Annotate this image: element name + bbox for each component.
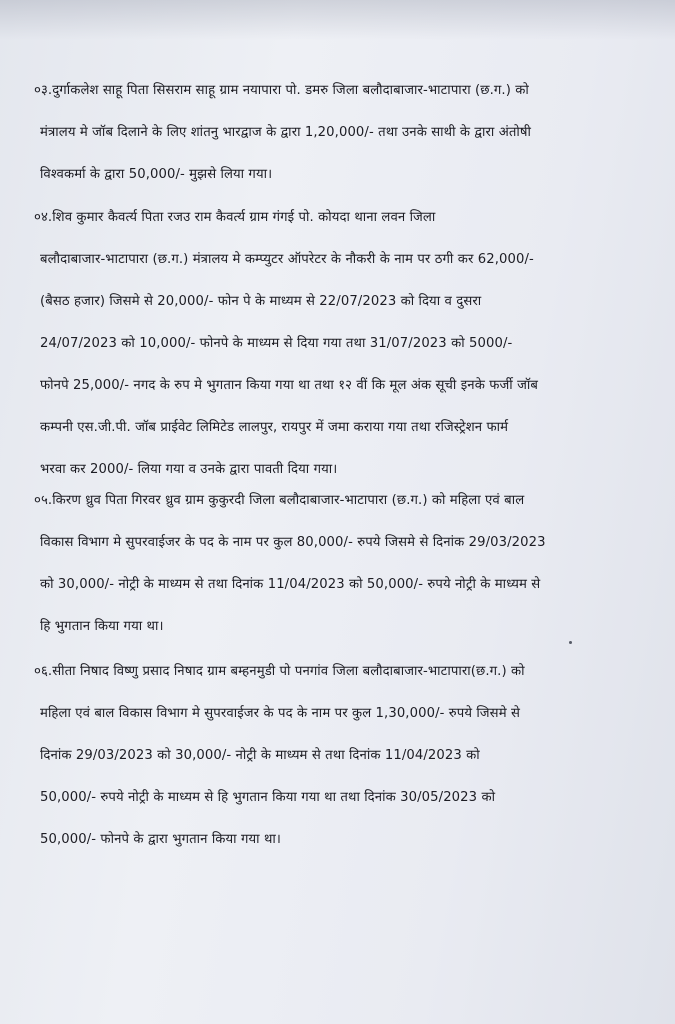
entry-03-line-3: विश्वकर्मा के द्वारा 50,000/- मुझसे लिया गया।	[40, 167, 273, 182]
page-top-shadow	[0, 0, 675, 40]
entry-04-line-5: फोनपे 25,000/- नगद के रुप मे भुगतान किया गया था तथा १२ वीं कि मूल अंक सूची इनके फर्जी जॉब	[40, 378, 539, 393]
entry-05-line-3: को 30,000/- नोट्री के माध्यम से तथा दिनांक 11/04/2023 को 50,000/- रुपये नोट्री के माध्यम से	[40, 577, 541, 592]
entry-05	[34, 480, 638, 648]
entry-06-line-2: महिला एवं बाल विकास विभाग मे सुपरवाईजर के पद के नाम पर कुल 1,30,000/- रुपये जिसमे से	[40, 706, 520, 721]
entry-04	[34, 197, 638, 491]
speck-mark	[569, 641, 572, 644]
entry-04-line-3: (बैसठ हजार) जिसमे से 20,000/- फोन पे के माध्यम से 22/07/2023 को दिया व दुसरा	[40, 294, 482, 309]
entry-06-line-1: ०६.सीता निषाद विष्णु प्रसाद निषाद ग्राम बम्हनमुडी पो पनगांव जिला बलौदाबाजार-भाटापारा(छ.ग.) को	[34, 664, 525, 679]
entry-03	[34, 70, 638, 196]
entry-05-line-1: ०५.किरण ध्रुव पिता गिरवर ध्रुव ग्राम कुकुरदी जिला बलौदाबाजार-भाटापारा (छ.ग.) को महिला एवं बाल	[34, 493, 525, 508]
entry-04-line-2: बलौदाबाजार-भाटापारा (छ.ग.) मंत्रालय मे कम्प्युटर ऑपरेटर के नौकरी के नाम पर ठगी कर 62,000/-	[40, 252, 534, 267]
entry-05-line-4: हि भुगतान किया गया था।	[40, 619, 164, 634]
entry-04-line-6: कम्पनी एस.जी.पी. जॉब प्राईवेट लिमिटेड लालपुर, रायपुर में जमा कराया गया तथा रजिस्ट्रेशन फार्म	[40, 420, 509, 435]
entry-06-line-3: दिनांक 29/03/2023 को 30,000/- नोट्री के माध्यम से तथा दिनांक 11/04/2023 को	[40, 748, 480, 763]
entry-06-line-4: 50,000/- रुपये नोट्री के माध्यम से हि भुगतान किया गया था तथा दिनांक 30/05/2023 को	[40, 790, 496, 805]
entry-04-line-1: ०४.शिव कुमार कैवर्त्य पिता रजउ राम कैवर्त्य ग्राम गंगई पो. कोयदा थाना लवन जिला	[34, 210, 436, 225]
entry-04-line-7: भरवा कर 2000/- लिया गया व उनके द्वारा पावती दिया गया।	[40, 462, 338, 477]
entry-04-line-4: 24/07/2023 को 10,000/- फोनपे के माध्यम से दिया गया तथा 31/07/2023 को 5000/-	[40, 336, 513, 351]
entry-06	[34, 651, 638, 861]
entry-03-line-1: ०३.दुर्गाकलेश साहू पिता सिसराम साहू ग्राम नयापारा पो. डमरु जिला बलौदाबाजार-भाटापारा (छ.ग.) को	[34, 83, 529, 98]
entry-03-line-2: मंत्रालय मे जॉब दिलाने के लिए शांतनु भारद्वाज के द्वारा 1,20,000/- तथा उनके साथी के द्वारा अंतोषी	[40, 125, 532, 140]
entry-05-line-2: विकास विभाग मे सुपरवाईजर के पद के नाम पर कुल 80,000/- रुपये जिसमे से दिनांक 29/03/2023	[40, 535, 546, 550]
entry-06-line-5: 50,000/- फोनपे के द्वारा भुगतान किया गया था।	[40, 832, 281, 847]
